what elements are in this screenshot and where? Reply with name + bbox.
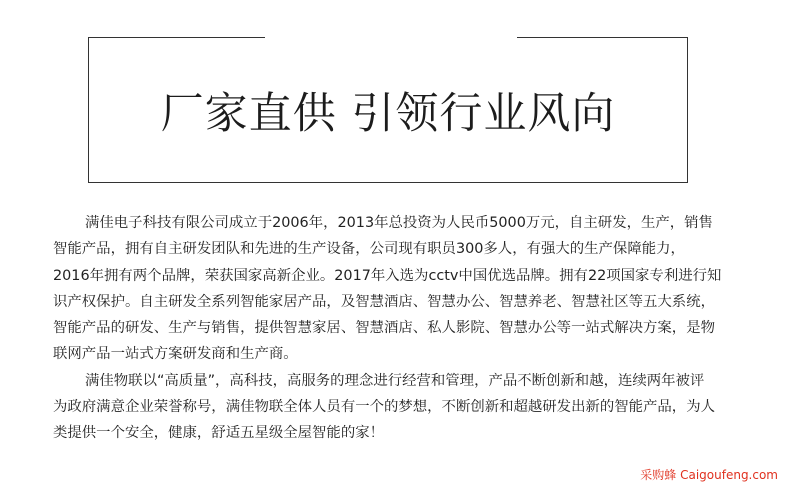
paragraph-2-line-2: 为政府满意企业荣誉称号，满佳物联全体人员有一个的梦想，不断创新和超越研发出新的智能产品，为人 xyxy=(53,399,715,416)
paragraph-1-line-5: 智能产品的研发、生产与销售，提供智慧家居、智慧酒店、私人影院、智慧办公等一站式解决方案，是物 xyxy=(53,320,715,337)
watermark-en: Caigoufeng.com xyxy=(680,468,778,482)
company-description xyxy=(53,210,743,447)
paragraph-1-line-1: 满佳电子科技有限公司成立于2006年，2013年总投资为人民币5000万元，自主研发，生产，销售 xyxy=(85,215,713,231)
frame-top-right-border xyxy=(517,37,687,38)
paragraph-2-line-1: 满佳物联以“高质量”，高科技，高服务的理念进行经营和管理，产品不断创新和越，连续两年被评 xyxy=(85,372,705,389)
paragraph-1-line-2: 智能产品，拥有自主研发团队和先进的生产设备，公司现有职员300多人，有强大的生产保障能力， xyxy=(53,241,685,258)
paragraph-1-line-6: 联网产品一站式方案研发商和生产商。 xyxy=(53,346,298,363)
headline-frame xyxy=(88,37,688,183)
frame-top-left-border xyxy=(89,37,265,38)
paragraph-1-line-3: 2016年拥有两个品牌，荣获国家高新企业。2017年入选为cctv中国优选品牌。拥有22项国家专利进行知 xyxy=(53,267,722,284)
watermark xyxy=(640,468,778,482)
paragraph-1-line-4: 识产权保护。自主研发全系列智能家居产品，及智慧酒店、智慧办公、智慧养老、智慧社区等五大系统， xyxy=(53,293,715,310)
headline: 厂家直供 引领行业风向 xyxy=(160,89,616,139)
paragraph-2-line-3: 类提供一个安全，健康，舒适五星级全屋智能的家！ xyxy=(53,425,384,442)
watermark-cn: 采购蜂 xyxy=(640,468,677,482)
